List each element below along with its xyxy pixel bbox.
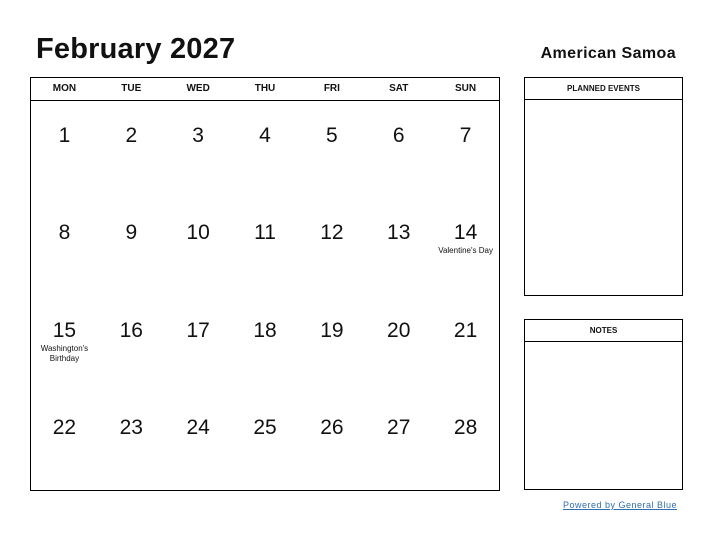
day-number: 12 — [320, 221, 344, 245]
day-cell — [365, 101, 432, 198]
calendar-week-row — [31, 198, 499, 295]
day-number: 18 — [253, 318, 277, 342]
day-number: 15 — [52, 318, 77, 342]
day-cell — [31, 101, 98, 198]
day-cell — [31, 393, 98, 490]
day-number: 8 — [58, 221, 71, 245]
day-cell — [298, 393, 365, 490]
page-title: February 2027 — [36, 33, 236, 65]
day-number: 1 — [58, 124, 71, 147]
day-cell — [165, 393, 232, 490]
day-number: 25 — [253, 415, 277, 439]
day-number: 2 — [125, 124, 138, 147]
day-cell — [232, 101, 299, 198]
day-number: 13 — [387, 221, 411, 245]
day-number: 23 — [119, 415, 143, 439]
day-number: 19 — [320, 318, 344, 342]
day-cell — [98, 393, 165, 490]
weekday-sun: SUN — [455, 83, 477, 94]
day-cell — [432, 296, 499, 393]
day-cell — [432, 393, 499, 490]
day-number: 24 — [186, 415, 210, 439]
notes-heading: NOTES — [525, 320, 682, 342]
day-cell — [365, 393, 432, 490]
powered-by-link[interactable]: Powered by General Blue — [562, 500, 677, 510]
day-cell — [165, 296, 232, 393]
month-calendar — [30, 77, 500, 491]
region-label: American Samoa — [540, 45, 676, 62]
day-cell — [98, 101, 165, 198]
day-cell — [98, 198, 165, 295]
planned-events-heading: PLANNED EVENTS — [525, 78, 682, 100]
weekday-wed: WED — [186, 83, 210, 94]
weekday-tue: TUE — [121, 83, 142, 94]
calendar-week-row — [31, 296, 499, 393]
day-cell — [165, 198, 232, 295]
holiday-label: Valentine's Day — [438, 246, 493, 256]
day-number: 7 — [459, 124, 472, 147]
day-number: 16 — [119, 318, 143, 342]
day-cell — [31, 296, 98, 393]
day-cell — [232, 296, 299, 393]
day-cell — [365, 198, 432, 295]
day-cell — [298, 198, 365, 295]
day-number: 17 — [186, 318, 210, 342]
day-number: 9 — [125, 221, 138, 245]
weekday-fri: FRI — [323, 83, 340, 94]
day-number: 11 — [254, 221, 276, 245]
day-number: 28 — [453, 415, 478, 439]
day-number: 22 — [52, 415, 77, 439]
day-cell — [98, 296, 165, 393]
calendar-weeks — [31, 101, 499, 490]
day-number: 5 — [326, 124, 338, 147]
day-number: 14 — [453, 221, 478, 245]
day-number: 21 — [453, 318, 478, 342]
weekday-sat: SAT — [389, 83, 409, 94]
holiday-label: Washington's Birthday — [40, 343, 89, 363]
day-number: 20 — [387, 318, 411, 342]
calendar-week-row — [31, 393, 499, 490]
day-number: 10 — [186, 221, 210, 245]
day-number: 3 — [192, 124, 204, 147]
day-cell — [165, 101, 232, 198]
day-cell — [31, 198, 98, 295]
day-cell — [298, 101, 365, 198]
weekday-thu: THU — [254, 83, 276, 94]
day-number: 26 — [320, 415, 344, 439]
notes-panel — [524, 319, 683, 490]
day-number: 6 — [392, 124, 405, 147]
day-cell — [432, 101, 499, 198]
day-cell — [298, 296, 365, 393]
calendar-week-row — [31, 101, 499, 198]
day-cell — [432, 198, 499, 295]
day-number: 27 — [387, 415, 411, 439]
weekday-mon: MON — [52, 83, 77, 94]
weekday-header-row — [31, 78, 499, 101]
day-number: 4 — [259, 124, 271, 147]
day-cell — [232, 393, 299, 490]
day-cell — [365, 296, 432, 393]
planned-events-panel — [524, 77, 683, 296]
day-cell — [232, 198, 299, 295]
